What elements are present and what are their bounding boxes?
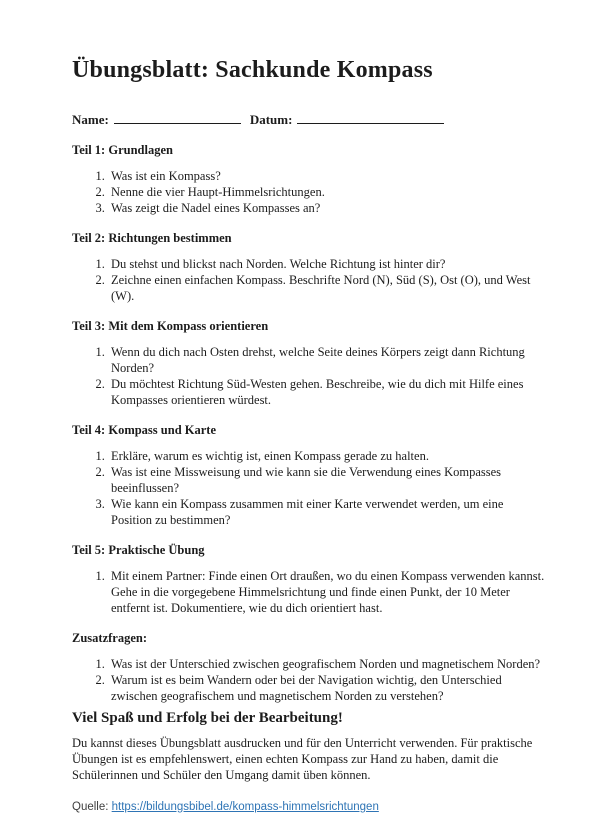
question-item: 2. Was ist eine Missweisung und wie kann sie die Verwendung eines Kompasses beeinflussen?	[108, 464, 546, 496]
source-label: Quelle:	[72, 800, 109, 813]
section-heading: Teil 4: Kompass und Karte	[72, 422, 217, 437]
question-list	[72, 168, 546, 216]
question-item: 1. Was ist ein Kompass?	[108, 168, 546, 184]
question-item: 1. Mit einem Partner: Finde einen Ort draußen, wo du einen Kompass verwenden kannst. Gehe in die vorgegebene Himmelsrichtung und finde einen Punkt, der 10 Meter entfernt ist. Dokumentiere, wie du dich orientiert hast.	[108, 568, 546, 616]
worksheet-section	[72, 142, 546, 216]
question-item: 2. Du möchtest Richtung Süd-Westen gehen. Beschreibe, wie du dich mit Hilfe eines Kompasses orientieren würdest.	[108, 376, 546, 408]
question-item: 1. Erkläre, warum es wichtig ist, einen Kompass gerade zu halten.	[108, 448, 546, 464]
worksheet-section	[72, 542, 546, 616]
question-item: 1. Was ist der Unterschied zwischen geografischem Norden und magnetischem Norden?	[108, 656, 546, 672]
source-line	[72, 800, 546, 815]
question-list	[72, 448, 546, 528]
page-title: Übungsblatt: Sachkunde Kompass	[72, 57, 433, 83]
worksheet-section	[72, 630, 546, 704]
section-heading: Teil 3: Mit dem Kompass orientieren	[72, 318, 269, 333]
closing-line: Viel Spaß und Erfolg bei der Bearbeitung!	[72, 709, 343, 726]
name-label: Name:	[72, 111, 109, 127]
question-list	[72, 256, 546, 304]
question-list	[72, 656, 546, 704]
datum-blank-line	[297, 111, 444, 124]
worksheet-section	[72, 318, 546, 408]
question-item: 3. Wie kann ein Kompass zusammen mit einer Karte verwendet werden, um eine Position zu bestimmen?	[108, 496, 546, 528]
footer-paragraph: Du kannst dieses Übungsblatt ausdrucken und für den Unterricht verwenden. Für praktische Übungen ist es empfehlenswert, einen echten Kompass zur Hand zu haben, damit die Schülerinnen und Schüler den Umgang damit üben können.	[72, 735, 533, 782]
question-list	[72, 568, 546, 616]
question-item: 1. Wenn du dich nach Osten drehst, welche Seite deines Körpers zeigt dann Richtung Norden?	[108, 344, 546, 376]
question-item: 3. Was zeigt die Nadel eines Kompasses an?	[108, 200, 546, 216]
question-item: 2. Zeichne einen einfachen Kompass. Beschrifte Nord (N), Süd (S), Ost (O), und West (W).	[108, 272, 546, 304]
question-item: 2. Nenne die vier Haupt-Himmelsrichtungen.	[108, 184, 546, 200]
worksheet-section	[72, 422, 546, 528]
name-blank-line	[114, 111, 241, 124]
section-heading: Teil 2: Richtungen bestimmen	[72, 230, 232, 245]
source-link[interactable]: https://bildungsbibel.de/kompass-himmelsrichtungen	[111, 800, 379, 813]
sections-container	[72, 142, 546, 704]
section-heading: Zusatzfragen:	[72, 630, 147, 645]
question-list	[72, 344, 546, 408]
name-datum-line	[72, 111, 546, 128]
question-item: 1. Du stehst und blickst nach Norden. Welche Richtung ist hinter dir?	[108, 256, 546, 272]
worksheet-section	[72, 230, 546, 304]
section-heading: Teil 5: Praktische Übung	[72, 542, 205, 557]
section-heading: Teil 1: Grundlagen	[72, 142, 173, 157]
question-item: 2. Warum ist es beim Wandern oder bei der Navigation wichtig, den Unterschied zwischen geografischem und magnetischem Norden zu verstehen?	[108, 672, 546, 704]
datum-label: Datum:	[249, 111, 293, 127]
